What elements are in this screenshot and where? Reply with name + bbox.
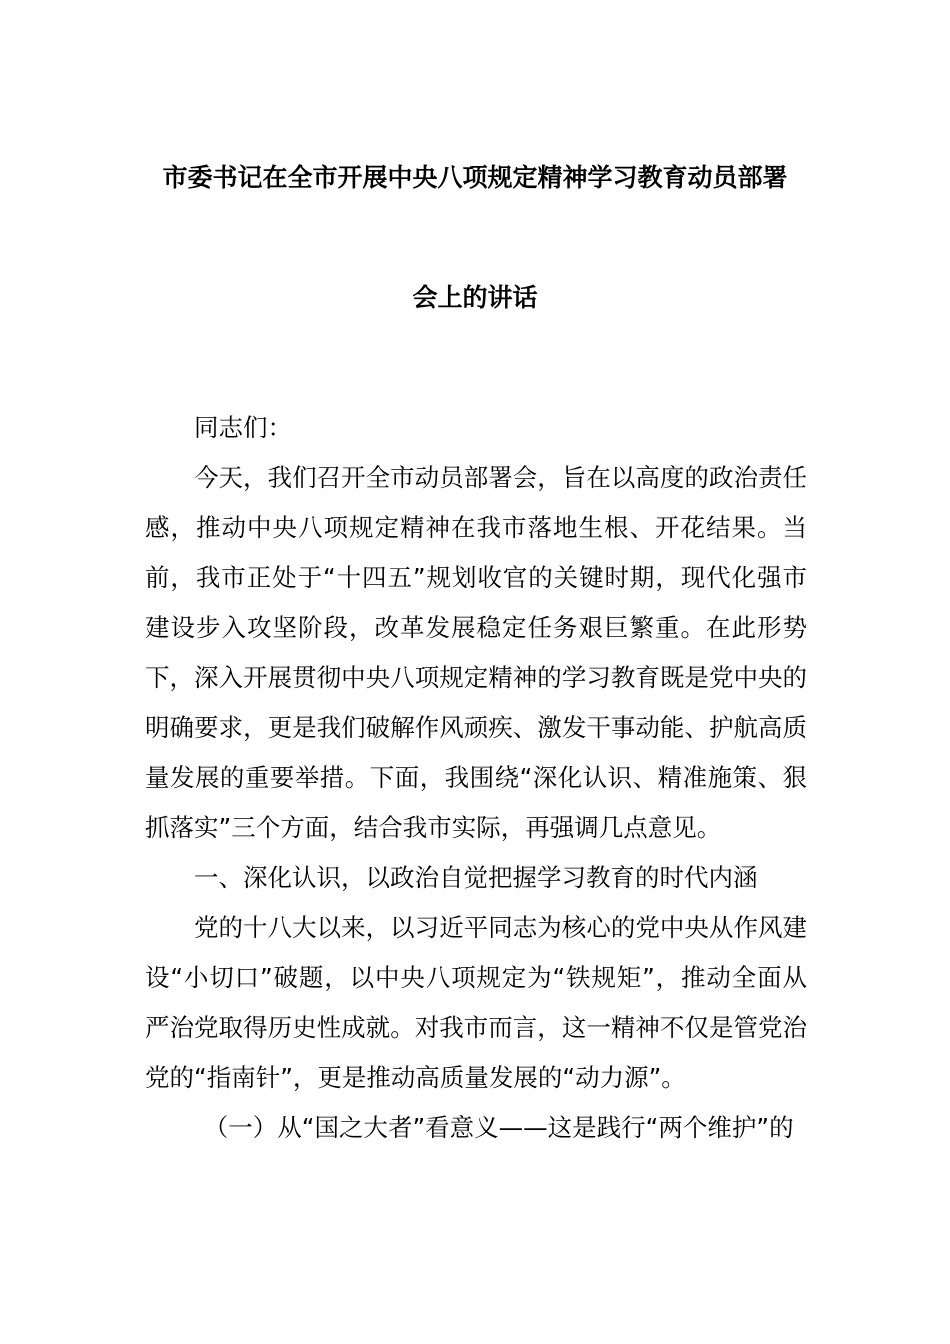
- salutation: 同志们：: [194, 413, 292, 442]
- paragraph-intro: 今天，我们召开全市动员部署会，旨在以高度的政治责任感，推动中央八项规定精神在我市落地生根、开花结果。当前，我市正处于“十四五”规划收官的关键时期，现代化强市建设步入攻坚阶段，改革发展稳定任务艰巨繁重。在此形势下，深入开展贯彻中央八项规定精神的学习教育既是党中央的明确要求，更是我们破解作风顽疾、激发干事动能、护航高质量发展的重要举措。下面，我围绕“深化认识、精准施策、狠抓落实”三个方面，结合我市实际，再强调几点意见。: [145, 463, 807, 842]
- document-title-line-1: 市委书记在全市开展中央八项规定精神学习教育动员部署: [162, 163, 788, 192]
- subheading-1: （一）从“国之大者”看意义——这是践行“两个维护”的: [203, 1113, 794, 1142]
- paragraph-section-1: 党的十八大以来，以习近平同志为核心的党中央从作风建设“小切口”破题，以中央八项规定为“铁规矩”，推动全面从严治党取得历史性成就。对我市而言，这一精神不仅是管党治党的“指南针”，更是推动高质量发展的“动力源”。: [145, 913, 807, 1092]
- document-title-line-2: 会上的讲话: [412, 283, 538, 312]
- section-heading-1: 一、深化认识，以政治自觉把握学习教育的时代内涵: [194, 863, 758, 892]
- document-body: [145, 403, 807, 1153]
